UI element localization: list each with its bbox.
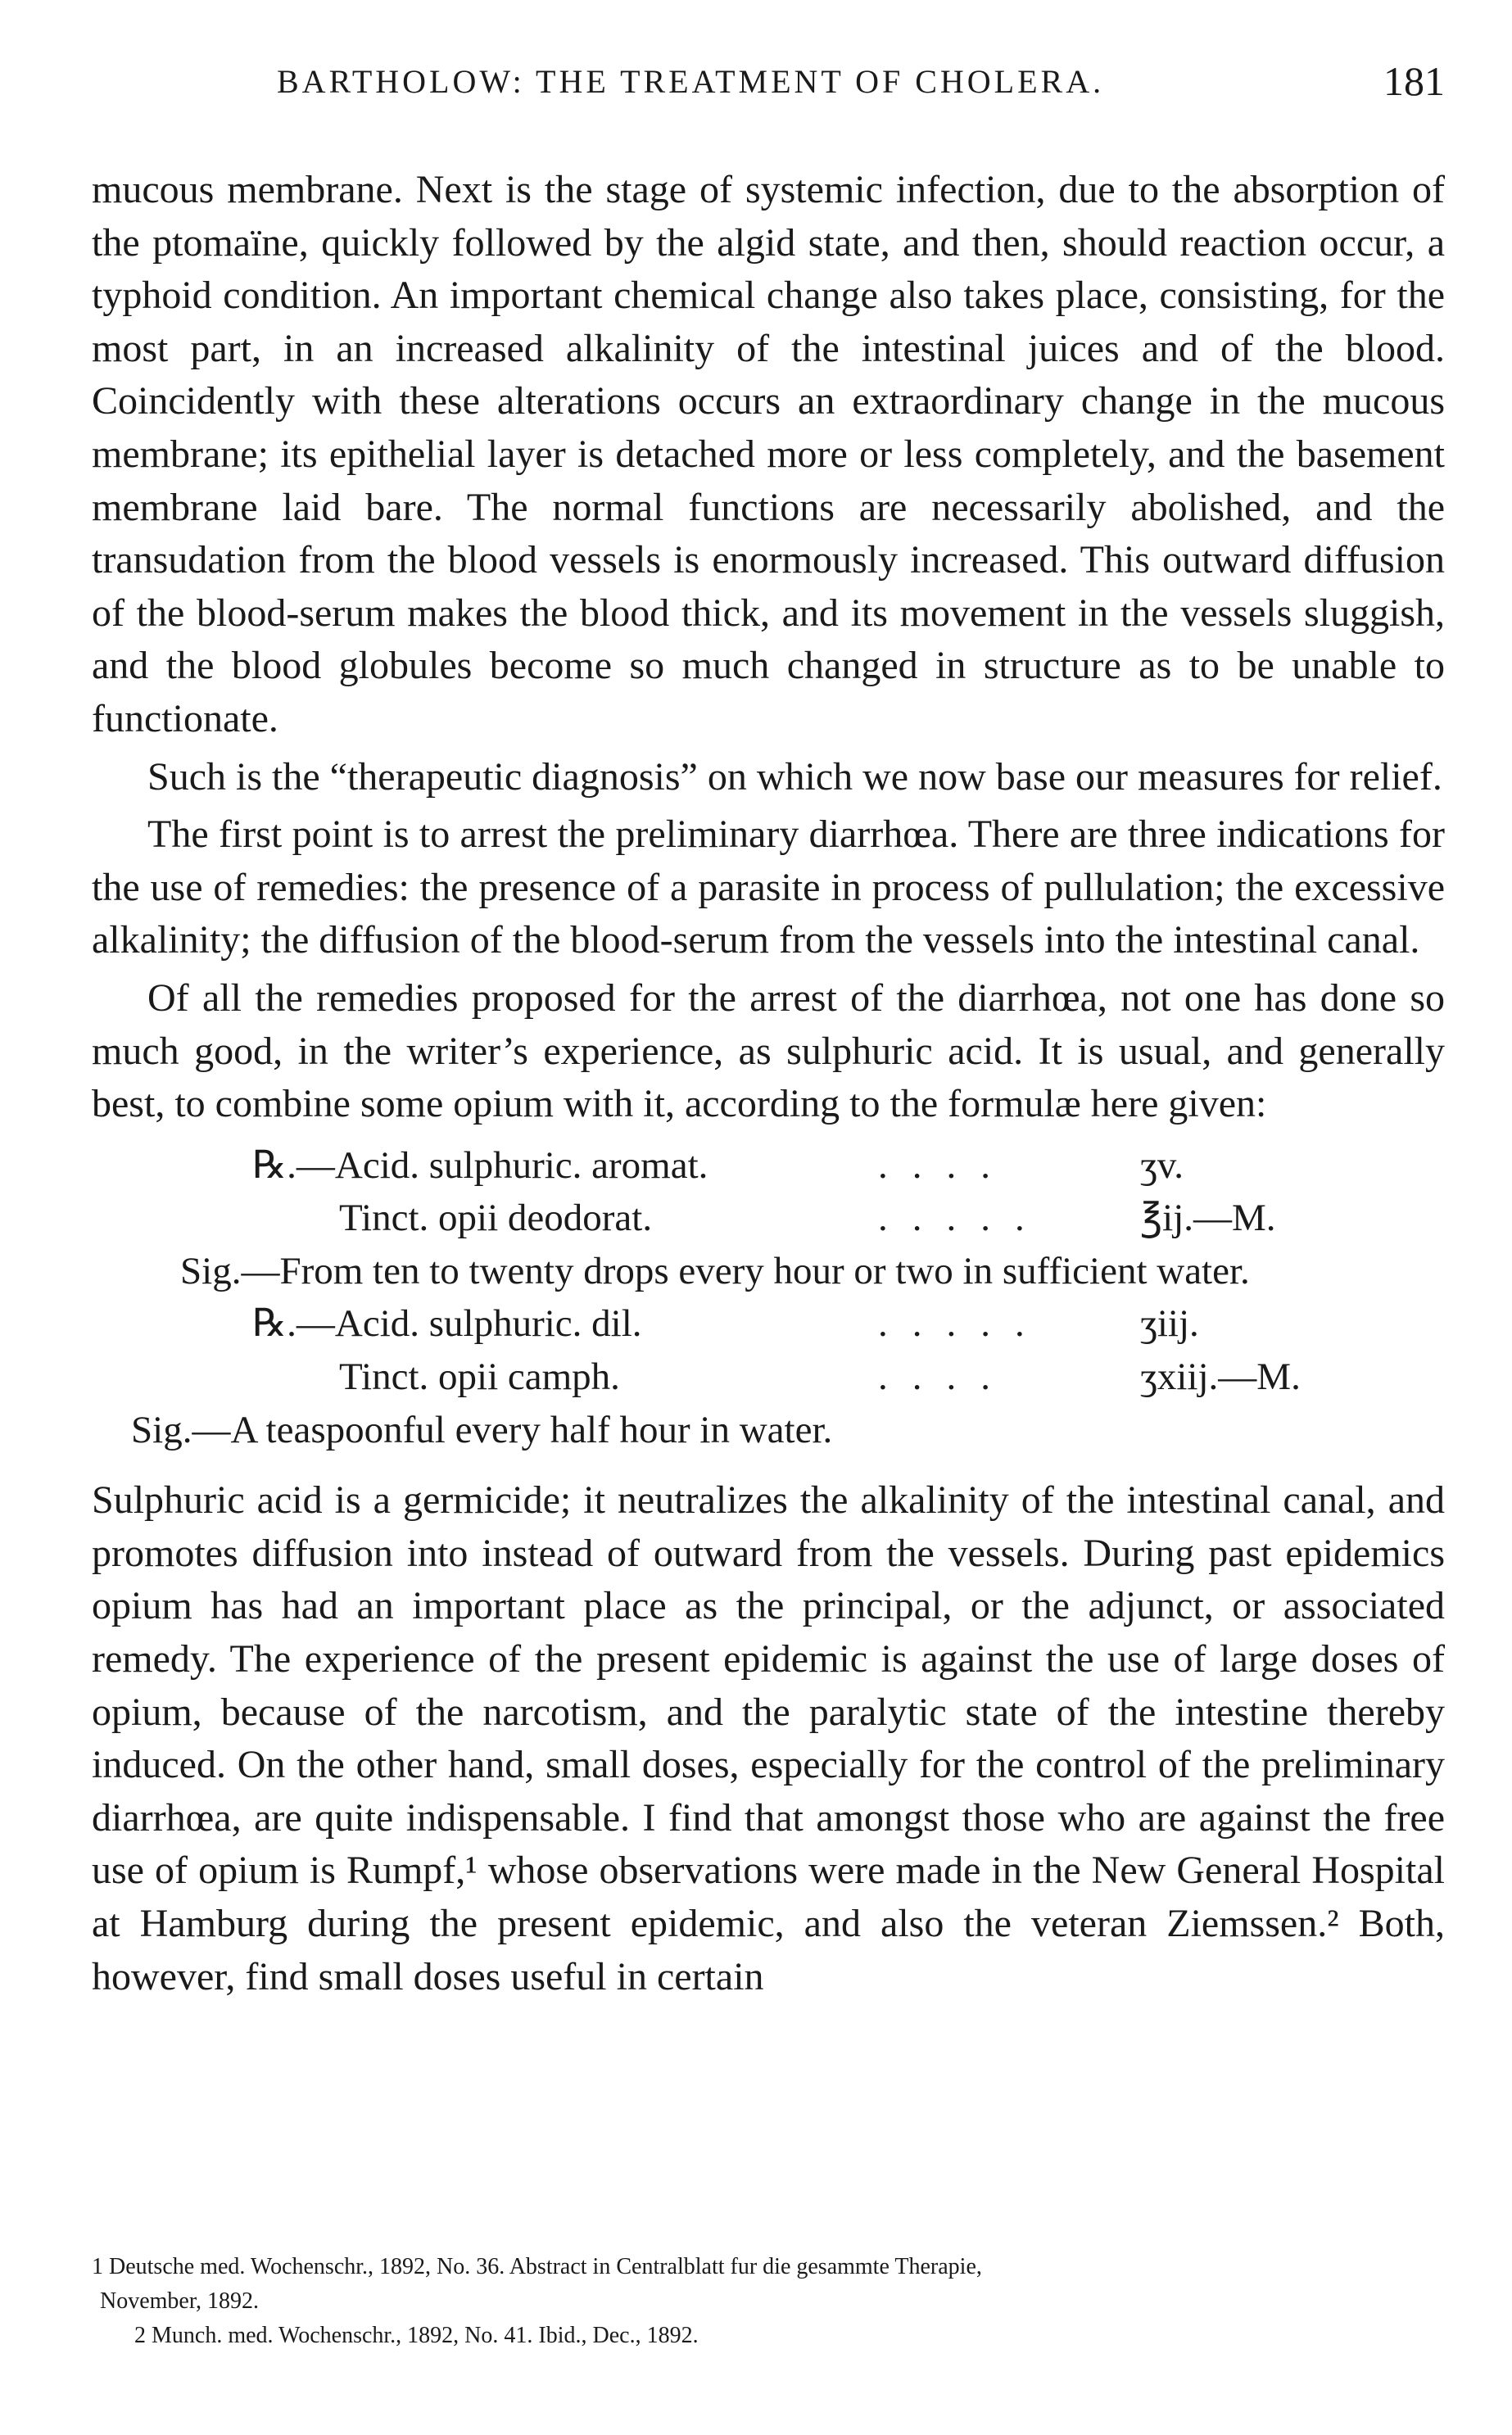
prescription-line — [92, 1297, 1445, 1351]
rx-ingredient: Tinct. opii deodorat. — [339, 1197, 653, 1240]
rx-signa: Sig.—From ten to twenty drops every hour or two in sufficient water. — [180, 1249, 1250, 1292]
paragraph-4: Of all the remedies proposed for the arrest of the diarrhœa, not one has done so much good, in the writer’s experience, as sulphuric acid. It is usual, and generally best, to combine some opium with it, according to the formulæ here given: — [92, 975, 1445, 1126]
paragraph-2: Such is the “therapeutic diagnosis” on which we now base our measures for relief. — [147, 754, 1442, 799]
prescription-line — [92, 1351, 1445, 1404]
paragraph-1: mucous membrane. Next is the stage of systemic infection, due to the absorption of the ptomaïne, quickly followed by the algid state, and then, should reaction occur, a typhoid condition. An important chemical change also takes place, consisting, for the most part, in an increased alkalinity of the intestinal juices and of the blood. Coincidently with these alterations occurs an extraordinary change in the mucous membrane; its epithelial layer is detached more or less completely, and the basement membrane laid bare. The normal functions are necessarily abolished, and the transudation from the blood vessels is enormously increased. This outward diffusion of the blood-serum makes the blood thick, and its movement in the vessels sluggish, and the blood globules become so much changed in structure as to be unable to functionate. — [92, 168, 1445, 740]
leader-dots: .... — [878, 1356, 1015, 1399]
rx-quantity: ʒxiij.—M. — [1140, 1356, 1301, 1399]
footnotes — [92, 2250, 1451, 2353]
leader-dots: .... — [878, 1143, 1015, 1187]
body-text — [92, 164, 1445, 2008]
prescription-line — [92, 1192, 1445, 1245]
rx-quantity: ʒv. — [1140, 1143, 1184, 1187]
rx-ingredient: ℞.—Acid. sulphuric. aromat. — [252, 1143, 708, 1187]
rx-quantity: ℥ij.—M. — [1140, 1197, 1276, 1240]
paragraph-5: Sulphuric acid is a germicide; it neutralizes the alkalinity of the intestinal canal, and promotes diffusion into instead of outward from the vessels. During past epidemics opium has had an important place as the principal, or the adjunct, or associated remedy. The experience of the present epidemic is against the use of large doses of opium, because of the narcotism, and the paralytic state of the intestine thereby induced. On the other hand, small doses, especially for the control of the preliminary diarrhœa, are quite indispensable. I find that amongst those who are against the free use of opium is Rumpf,¹ whose observations were made in the New General Hospital at Hamburg during the present epidemic, and also the veteran Ziemssen.² Both, however, find small doses useful in certain — [92, 1478, 1445, 1998]
signa-line — [92, 1245, 1445, 1298]
rx-quantity: ʒiij. — [1140, 1302, 1199, 1346]
prescription-block — [92, 1139, 1445, 1457]
rx-ingredient: Tinct. opii camph. — [339, 1356, 620, 1399]
leader-dots: ..... — [878, 1197, 1049, 1240]
rx-ingredient: ℞.—Acid. sulphuric. dil. — [252, 1302, 642, 1346]
running-head: BARTHOLOW: THE TREATMENT OF CHOLERA. — [277, 63, 1105, 100]
prescription-line — [92, 1139, 1445, 1193]
rx-signa: Sig.—A teaspoonful every half hour in water. — [131, 1408, 833, 1451]
leader-dots: ..... — [878, 1302, 1049, 1346]
page-header — [92, 57, 1451, 115]
page-number: 181 — [1383, 58, 1445, 104]
paragraph-3: The first point is to arrest the preliminary diarrhœa. There are three indications for the use of remedies: the presence of a parasite in process of pullulation; the excessive alkalinity; the diffusion of the blood-serum from the vessels into the intestinal canal. — [92, 812, 1445, 962]
footnote-2: 2 Munch. med. Wochenschr., 1892, No. 41. Ibid., Dec., 1892. — [134, 2323, 699, 2348]
signa-line — [92, 1404, 1445, 1457]
footnote-1: 1 Deutsche med. Wochenschr., 1892, No. 36. Abstract in Centralblatt fur die gesammte Therapie, — [92, 2254, 982, 2279]
footnote-1-continued: November, 1892. — [100, 2288, 260, 2314]
